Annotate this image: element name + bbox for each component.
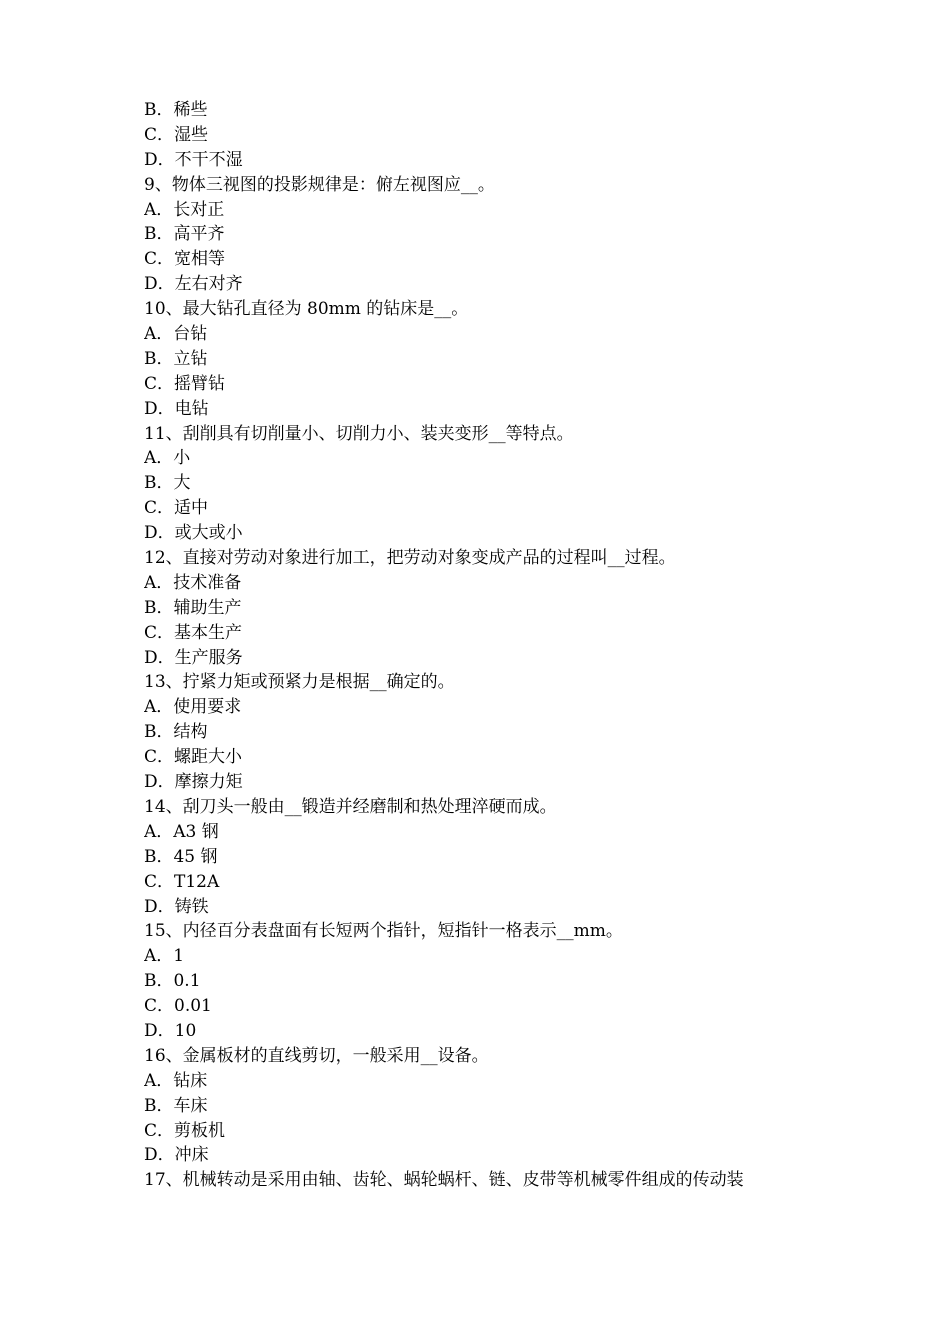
option-line: B．大 [144,473,191,494]
option-line: D．冲床 [144,1145,209,1166]
option-line: D．生产服务 [144,647,243,668]
question-line: 12、直接对劳动对象进行加工，把劳动对象变成产品的过程叫__过程。 [144,548,676,569]
option-line: D．不干不湿 [144,149,243,170]
option-line: B．高平齐 [144,224,225,245]
option-line: B．结构 [144,722,208,743]
option-line: A．钻床 [144,1070,208,1091]
option-line: C．T12A [144,871,220,892]
option-line: C．0.01 [144,996,212,1017]
question-line: 17、机械转动是采用由轴、齿轮、蜗轮蜗杆、链、皮带等机械零件组成的传动装 [144,1170,744,1191]
question-line: 13、拧紧力矩或预紧力是根据__确定的。 [144,672,455,693]
option-line: D．铸铁 [144,896,209,917]
question-list [144,98,824,1193]
question-line: 9、物体三视图的投影规律是：俯左视图应__。 [144,174,495,195]
option-line: D．电钻 [144,398,209,419]
option-line: D．左右对齐 [144,274,243,295]
option-line: D．或大或小 [144,523,243,544]
option-line: A．1 [144,946,185,967]
option-line: B．立钻 [144,348,208,369]
option-line: A．使用要求 [144,697,242,718]
option-line: A．小 [144,448,191,469]
option-line: C．湿些 [144,124,209,145]
question-line: 15、内径百分表盘面有长短两个指针，短指针一格表示__mm。 [144,921,623,942]
option-line: C．基本生产 [144,622,243,643]
option-line: C．摇臂钻 [144,373,226,394]
option-line: C．螺距大小 [144,747,243,768]
question-line: 11、刮削具有切削量小、切削力小、装夹变形__等特点。 [144,423,574,444]
option-line: A．A3 钢 [144,821,219,842]
option-line: C．宽相等 [144,249,226,270]
option-line: A．台钻 [144,324,208,345]
option-line: B．45 钢 [144,846,218,867]
option-line: A．技术准备 [144,572,242,593]
question-line: 10、最大钻孔直径为 80mm 的钻床是__。 [144,299,469,320]
question-line: 16、金属板材的直线剪切，一般采用__设备。 [144,1045,489,1066]
option-line: B．0.1 [144,971,201,992]
option-line: B．辅助生产 [144,597,242,618]
option-line: A．长对正 [144,199,225,220]
option-line: B．车床 [144,1095,208,1116]
option-line: C．适中 [144,498,209,519]
option-line: D．摩擦力矩 [144,772,243,793]
option-line: B．稀些 [144,100,208,120]
option-line: D．10 [144,1020,197,1041]
question-line: 14、刮刀头一般由__锻造并经磨制和热处理淬硬而成。 [144,796,557,817]
option-line: C．剪板机 [144,1120,226,1141]
